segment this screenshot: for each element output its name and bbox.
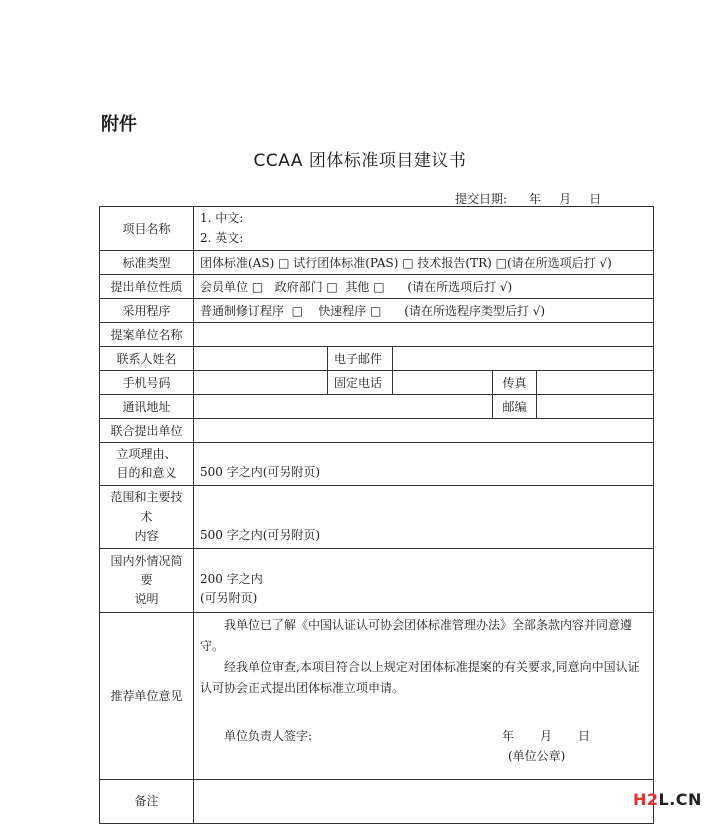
situation-field[interactable] [194,548,654,612]
standard-type-label: 标准类型 [100,251,194,275]
row-unit-nature [100,275,654,299]
proposer-unit-label: 提案单位名称 [100,323,194,347]
postcode-field[interactable] [537,395,654,419]
row-joint-unit [100,419,654,443]
standard-type-options[interactable]: 团体标准(AS) □ 试行团体标准(PAS) □ 技术报告(TR) □(请在所选项后打 √) [194,251,654,275]
contact-name-label: 联系人姓名 [100,347,194,371]
row-reason [100,443,654,486]
row-phone [100,371,654,395]
email-field[interactable] [393,347,654,371]
contact-name-field[interactable] [194,347,328,371]
project-name-field[interactable] [194,207,654,251]
situation-hint-1: 200 字之内 [200,571,263,586]
project-name-cn: 1. 中文: [200,211,244,226]
situation-label: 国内外情况简要 说明 [100,548,194,612]
document-title: CCAA 团体标准项目建议书 [253,151,467,171]
joint-unit-field[interactable] [194,419,654,443]
scope-hint: 500 字之内(可另附页) [200,527,321,542]
seal-label: (单位公章) [508,748,566,763]
remarks-field[interactable] [194,779,654,823]
reason-hint: 500 字之内(可另附页) [200,465,321,480]
row-contact [100,347,654,371]
postcode-label: 邮编 [493,395,537,419]
fixed-phone-label: 固定电话 [328,371,393,395]
address-label: 通讯地址 [100,395,194,419]
project-name-label: 项目名称 [100,207,194,251]
unit-nature-label: 提出单位性质 [100,275,194,299]
opinion-paragraph-2: 经我单位审查,本项目符合以上规定对团体标准提案的有关要求,同意向中国认证认可协会正式提出团体标准立项申请。 [200,659,640,695]
opinion-field[interactable] [194,612,654,779]
remarks-label: 备注 [100,779,194,823]
opinion-label: 推荐单位意见 [100,612,194,779]
row-opinion [100,612,654,779]
year-label: 年 [529,192,542,206]
proposal-form-table [99,206,654,824]
unit-nature-options[interactable]: 会员单位 □ 政府部门 □ 其他 □ (请在所选项后打 √) [194,275,654,299]
fax-label: 传真 [493,371,537,395]
signature-label: 单位负责人签字: [224,728,313,743]
row-scope [100,486,654,549]
row-project-name [100,207,654,251]
procedure-options[interactable]: 普通制修订程序 □ 快速程序 □ (请在所选程序类型后打 √) [194,299,654,323]
row-standard-type [100,251,654,275]
submit-date [455,190,601,207]
watermark-logo: H2L.CN [633,790,702,809]
submit-date-label: 提交日期: [455,192,508,206]
mobile-label: 手机号码 [100,371,194,395]
annex-label: 附件 [101,114,137,135]
email-label: 电子邮件 [328,347,393,371]
row-procedure [100,299,654,323]
row-address [100,395,654,419]
reason-field[interactable] [194,443,654,486]
signature-row [200,725,647,777]
situation-hint-2: (可另附页) [200,590,258,605]
reason-label: 立项理由、 目的和意义 [100,443,194,486]
project-name-en: 2. 英文: [200,230,244,245]
row-situation [100,548,654,612]
scope-label: 范围和主要技术 内容 [100,486,194,549]
fixed-phone-field[interactable] [393,371,493,395]
signature-date: 年 月 日 [502,728,591,743]
row-remarks [100,779,654,823]
mobile-field[interactable] [194,371,328,395]
row-proposer-unit [100,323,654,347]
fax-field[interactable] [537,371,654,395]
procedure-label: 采用程序 [100,299,194,323]
proposer-unit-field[interactable] [194,323,654,347]
address-field[interactable] [194,395,493,419]
day-label: 日 [589,192,602,206]
joint-unit-label: 联合提出单位 [100,419,194,443]
month-label: 月 [559,192,572,206]
opinion-paragraph-1: 我单位已了解《中国认证认可协会团体标准管理办法》全部条款内容并同意遵守。 [200,617,633,653]
scope-field[interactable] [194,486,654,549]
